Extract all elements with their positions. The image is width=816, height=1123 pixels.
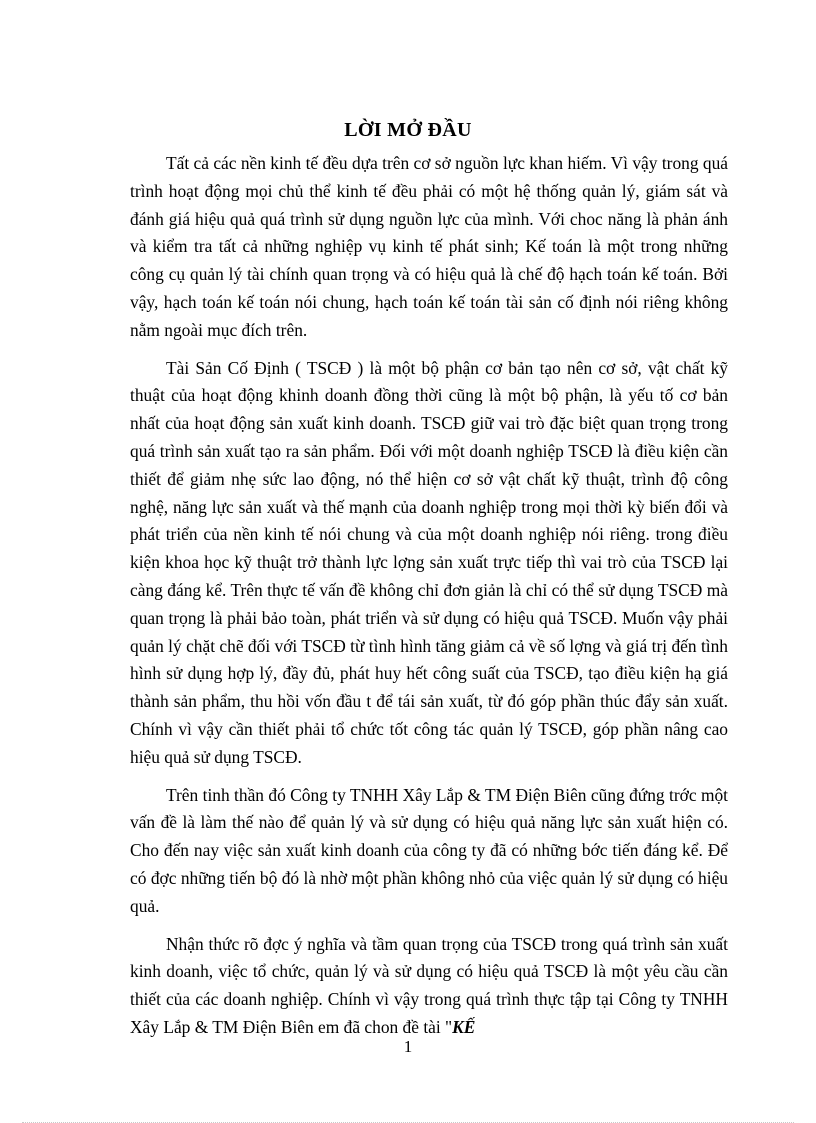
thesis-title-start: KẾ	[452, 1016, 476, 1037]
page-number: 1	[403, 1037, 413, 1056]
paragraph-3: Trên tinh thần đó Công ty TNHH Xây Lắp & TM Điện Biên cũng đứng trớc một vấn đề là làm thế nào để quản lý và sử dụng có hiệu quả năng lực sản xuất hiện có. Cho đến nay việc sản xuất kinh doanh của công ty đã có những bớc tiến đáng kể. Để có đợc những tiến bộ đó là nhờ một phần không nhỏ của việc quản lý sử dụng có hiệu quả.	[130, 784, 728, 916]
paragraph-4-text: Nhận thức rõ đợc ý nghĩa và tầm quan trọng của TSCĐ trong quá trình sản xuất kinh doanh, việc tổ chức, quản lý và sử dụng có hiệu quả TSCĐ là một yêu cầu cần thiết của các doanh nghiệp. Chính vì vậy trong quá trình thực tập tại Công ty TNHH Xây Lắp & TM Điện Biên em đã chon đề tài "	[130, 933, 728, 1037]
paragraph-4	[130, 931, 728, 1042]
paragraph-2: Tài Sản Cố Định ( TSCĐ ) là một bộ phận cơ bản tạo nên cơ sở, vật chất kỹ thuật của hoạt động khinh doanh đồng thời cũng là một bộ phận, là yếu tố cơ bản nhất của hoạt động sản xuất kinh doanh. TSCĐ giữ vai trò đặc biệt quan trọng trong quá trình sản xuất tạo ra sản phẩm. Đối với một doanh nghiệp TSCĐ là điều kiện cần thiết để giảm nhẹ sức lao động, nó thể hiện cơ sở vật chất kỹ thuật, trình độ công nghệ, năng lực sản xuất và thế mạnh của doanh nghiệp trong mọi thời kỳ biến đổi và phát triển của nền kinh tế nói chung và của một doanh nghiệp nói riêng. trong điều kiện khoa học kỹ thuật trở thành lực lợng sản xuất trực tiếp thì vai trò của TSCĐ lại càng đáng kể. Trên thực tế vấn đề không chỉ đơn giản là chỉ có thể sử dụng TSCĐ mà quan trọng là phải bảo toàn, phát triển và sử dụng có hiệu quả TSCĐ. Muốn vậy phải quản lý chặt chẽ đối với TSCĐ từ tình hình tăng giảm cả về số lợng và giá trị đến tình hình sử dụng hợp lý, đầy đủ, phát huy hết công suất của TSCĐ, tạo điều kiện hạ giá thành sản phẩm, thu hồi vốn đầu t để tái sản xuất, từ đó góp phần thúc đẩy sản xuất. Chính vì vậy cần thiết phải tổ chức tốt công tác quản lý TSCĐ, góp phần nâng cao hiệu quả sử dụng TSCĐ.	[130, 357, 728, 767]
page-title: LỜI MỞ ĐẦU	[344, 119, 472, 141]
paragraph-1: Tất cả các nền kinh tế đều dựa trên cơ sở nguồn lực khan hiếm. Vì vậy trong quá trình hoạt động mọi chủ thể kinh tế đều phải có một hệ thống quản lý, giám sát và đánh giá hiệu quả quá trình sử dụng nguồn lực của mình. Với choc năng là phản ánh và kiểm tra tất cả những nghiệp vụ kinh tế phát sinh; Kế toán là một trong những công cụ quản lý tài chính quan trọng và có hiệu quả là chế độ hạch toán kế toán. Bởi vậy, hạch toán kế toán nói chung, hạch toán kế toán tài sản cố định nói riêng không nằm ngoài mục đích trên.	[130, 153, 728, 340]
body-text	[130, 150, 728, 1052]
